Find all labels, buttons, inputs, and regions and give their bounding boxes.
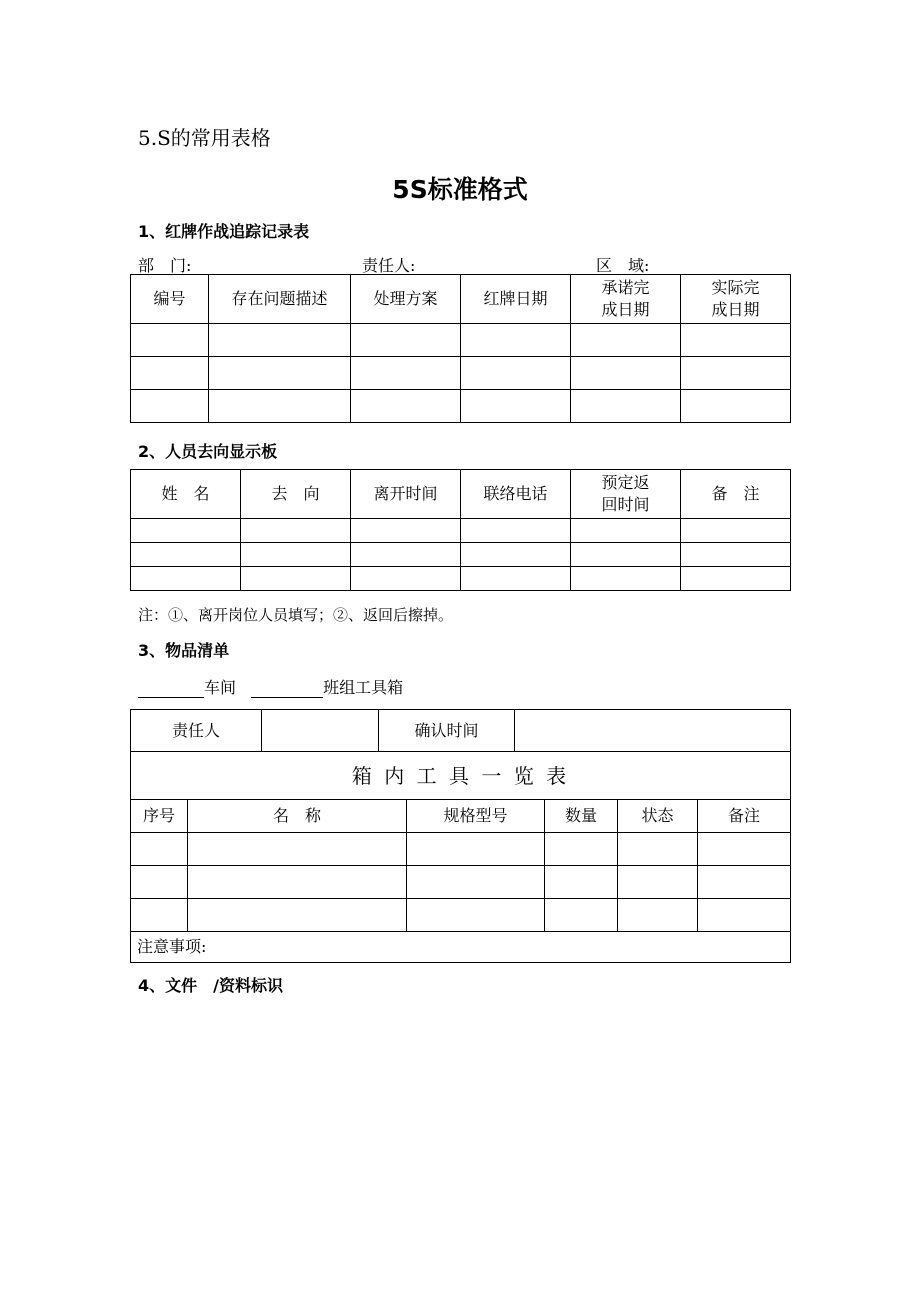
empty-cell[interactable] <box>698 833 791 866</box>
empty-cell[interactable] <box>407 866 545 899</box>
empty-cell[interactable] <box>351 519 461 543</box>
header-cell: 状态 <box>618 800 698 833</box>
empty-cell[interactable] <box>461 519 571 543</box>
empty-cell[interactable] <box>131 357 209 390</box>
header-cell: 备 注 <box>681 470 791 519</box>
empty-cell[interactable] <box>131 324 209 357</box>
workshop-label: 车间 <box>204 678 237 697</box>
header-cell: 实际完 成日期 <box>681 275 791 324</box>
empty-cell[interactable] <box>618 899 698 932</box>
red-tag-table <box>130 274 791 423</box>
department-label: 部 门: <box>138 256 192 275</box>
empty-cell[interactable] <box>681 357 791 390</box>
empty-cell[interactable] <box>131 543 241 567</box>
responsible-cell-label: 责任人 <box>131 710 262 752</box>
header-cell: 离开时间 <box>351 470 461 519</box>
header-cell: 联络电话 <box>461 470 571 519</box>
section3-title: 3、物品清单 <box>138 641 230 660</box>
empty-cell[interactable] <box>545 866 618 899</box>
responsible-label: 责任人: <box>362 256 416 275</box>
table-header-row <box>131 800 791 833</box>
table-row <box>131 567 791 591</box>
empty-cell[interactable] <box>351 543 461 567</box>
table-row <box>131 833 791 866</box>
table-row <box>131 866 791 899</box>
table-row <box>131 324 791 357</box>
empty-cell[interactable] <box>681 390 791 423</box>
empty-cell[interactable] <box>131 899 188 932</box>
empty-cell[interactable] <box>681 324 791 357</box>
header-cell: 编号 <box>131 275 209 324</box>
header-cell: 名 称 <box>188 800 407 833</box>
empty-cell[interactable] <box>571 519 681 543</box>
empty-cell[interactable] <box>351 390 461 423</box>
header-cell: 规格型号 <box>407 800 545 833</box>
empty-cell[interactable] <box>131 567 241 591</box>
section4-title: 4、文件 /资料标识 <box>138 976 283 995</box>
empty-cell[interactable] <box>351 324 461 357</box>
empty-cell[interactable] <box>571 324 681 357</box>
workshop-line <box>138 675 403 698</box>
personnel-board-table <box>130 469 791 591</box>
empty-cell[interactable] <box>351 567 461 591</box>
header-cell: 承诺完 成日期 <box>571 275 681 324</box>
section1-title: 1、红牌作战追踪记录表 <box>138 222 310 241</box>
section2-title: 2、人员去向显示板 <box>138 442 278 461</box>
empty-cell[interactable] <box>461 543 571 567</box>
empty-cell[interactable] <box>618 833 698 866</box>
empty-cell[interactable] <box>698 899 791 932</box>
empty-cell[interactable] <box>545 833 618 866</box>
header-cell: 去 向 <box>241 470 351 519</box>
empty-cell[interactable] <box>351 357 461 390</box>
empty-cell[interactable] <box>241 519 351 543</box>
table-row <box>131 519 791 543</box>
empty-cell[interactable] <box>681 543 791 567</box>
team-blank[interactable] <box>251 679 323 698</box>
confirm-time-cell-label: 确认时间 <box>379 710 515 752</box>
header-cell: 红牌日期 <box>461 275 571 324</box>
empty-cell[interactable] <box>188 833 407 866</box>
empty-cell[interactable] <box>545 899 618 932</box>
table-row <box>131 710 791 752</box>
toolbox-label: 班组工具箱 <box>323 678 404 697</box>
notes-label: 注意事项: <box>131 932 791 963</box>
empty-cell[interactable] <box>209 390 351 423</box>
empty-cell[interactable] <box>407 899 545 932</box>
empty-cell[interactable] <box>407 833 545 866</box>
workshop-blank[interactable] <box>138 679 204 698</box>
empty-cell[interactable] <box>209 324 351 357</box>
table-row <box>131 752 791 800</box>
header-cell: 序号 <box>131 800 188 833</box>
header-cell: 处理方案 <box>351 275 461 324</box>
empty-cell[interactable] <box>571 390 681 423</box>
empty-cell[interactable] <box>681 567 791 591</box>
header-cell: 数量 <box>545 800 618 833</box>
empty-cell[interactable] <box>681 519 791 543</box>
responsible-value-cell[interactable] <box>262 710 379 752</box>
empty-cell[interactable] <box>461 390 571 423</box>
header-cell: 预定返 回时间 <box>571 470 681 519</box>
empty-cell[interactable] <box>461 324 571 357</box>
header-cell: 存在问题描述 <box>209 275 351 324</box>
empty-cell[interactable] <box>131 390 209 423</box>
empty-cell[interactable] <box>571 567 681 591</box>
main-title: 5S标准格式 <box>392 175 528 204</box>
page-heading: 5.S的常用表格 <box>138 126 271 150</box>
empty-cell[interactable] <box>131 866 188 899</box>
personnel-board-note: 注：①、离开岗位人员填写；②、返回后擦掉。 <box>138 606 454 624</box>
empty-cell[interactable] <box>461 567 571 591</box>
toolbox-table <box>130 799 791 963</box>
header-cell: 备注 <box>698 800 791 833</box>
table-header-row <box>131 275 791 324</box>
empty-cell[interactable] <box>188 866 407 899</box>
empty-cell[interactable] <box>241 567 351 591</box>
box-title: 箱 内 工 具 一 览 表 <box>131 752 791 800</box>
toolbox-table-top <box>130 709 791 800</box>
confirm-time-value-cell[interactable] <box>515 710 791 752</box>
empty-cell[interactable] <box>188 899 407 932</box>
empty-cell[interactable] <box>131 833 188 866</box>
empty-cell[interactable] <box>131 519 241 543</box>
empty-cell[interactable] <box>698 866 791 899</box>
table-row <box>131 932 791 963</box>
area-label: 区 域: <box>596 256 650 275</box>
empty-cell[interactable] <box>461 357 571 390</box>
empty-cell[interactable] <box>571 357 681 390</box>
empty-cell[interactable] <box>241 543 351 567</box>
empty-cell[interactable] <box>209 357 351 390</box>
table-header-row <box>131 470 791 519</box>
empty-cell[interactable] <box>571 543 681 567</box>
table-row <box>131 390 791 423</box>
table-row <box>131 899 791 932</box>
table-row <box>131 357 791 390</box>
table-row <box>131 543 791 567</box>
header-cell: 姓 名 <box>131 470 241 519</box>
empty-cell[interactable] <box>618 866 698 899</box>
